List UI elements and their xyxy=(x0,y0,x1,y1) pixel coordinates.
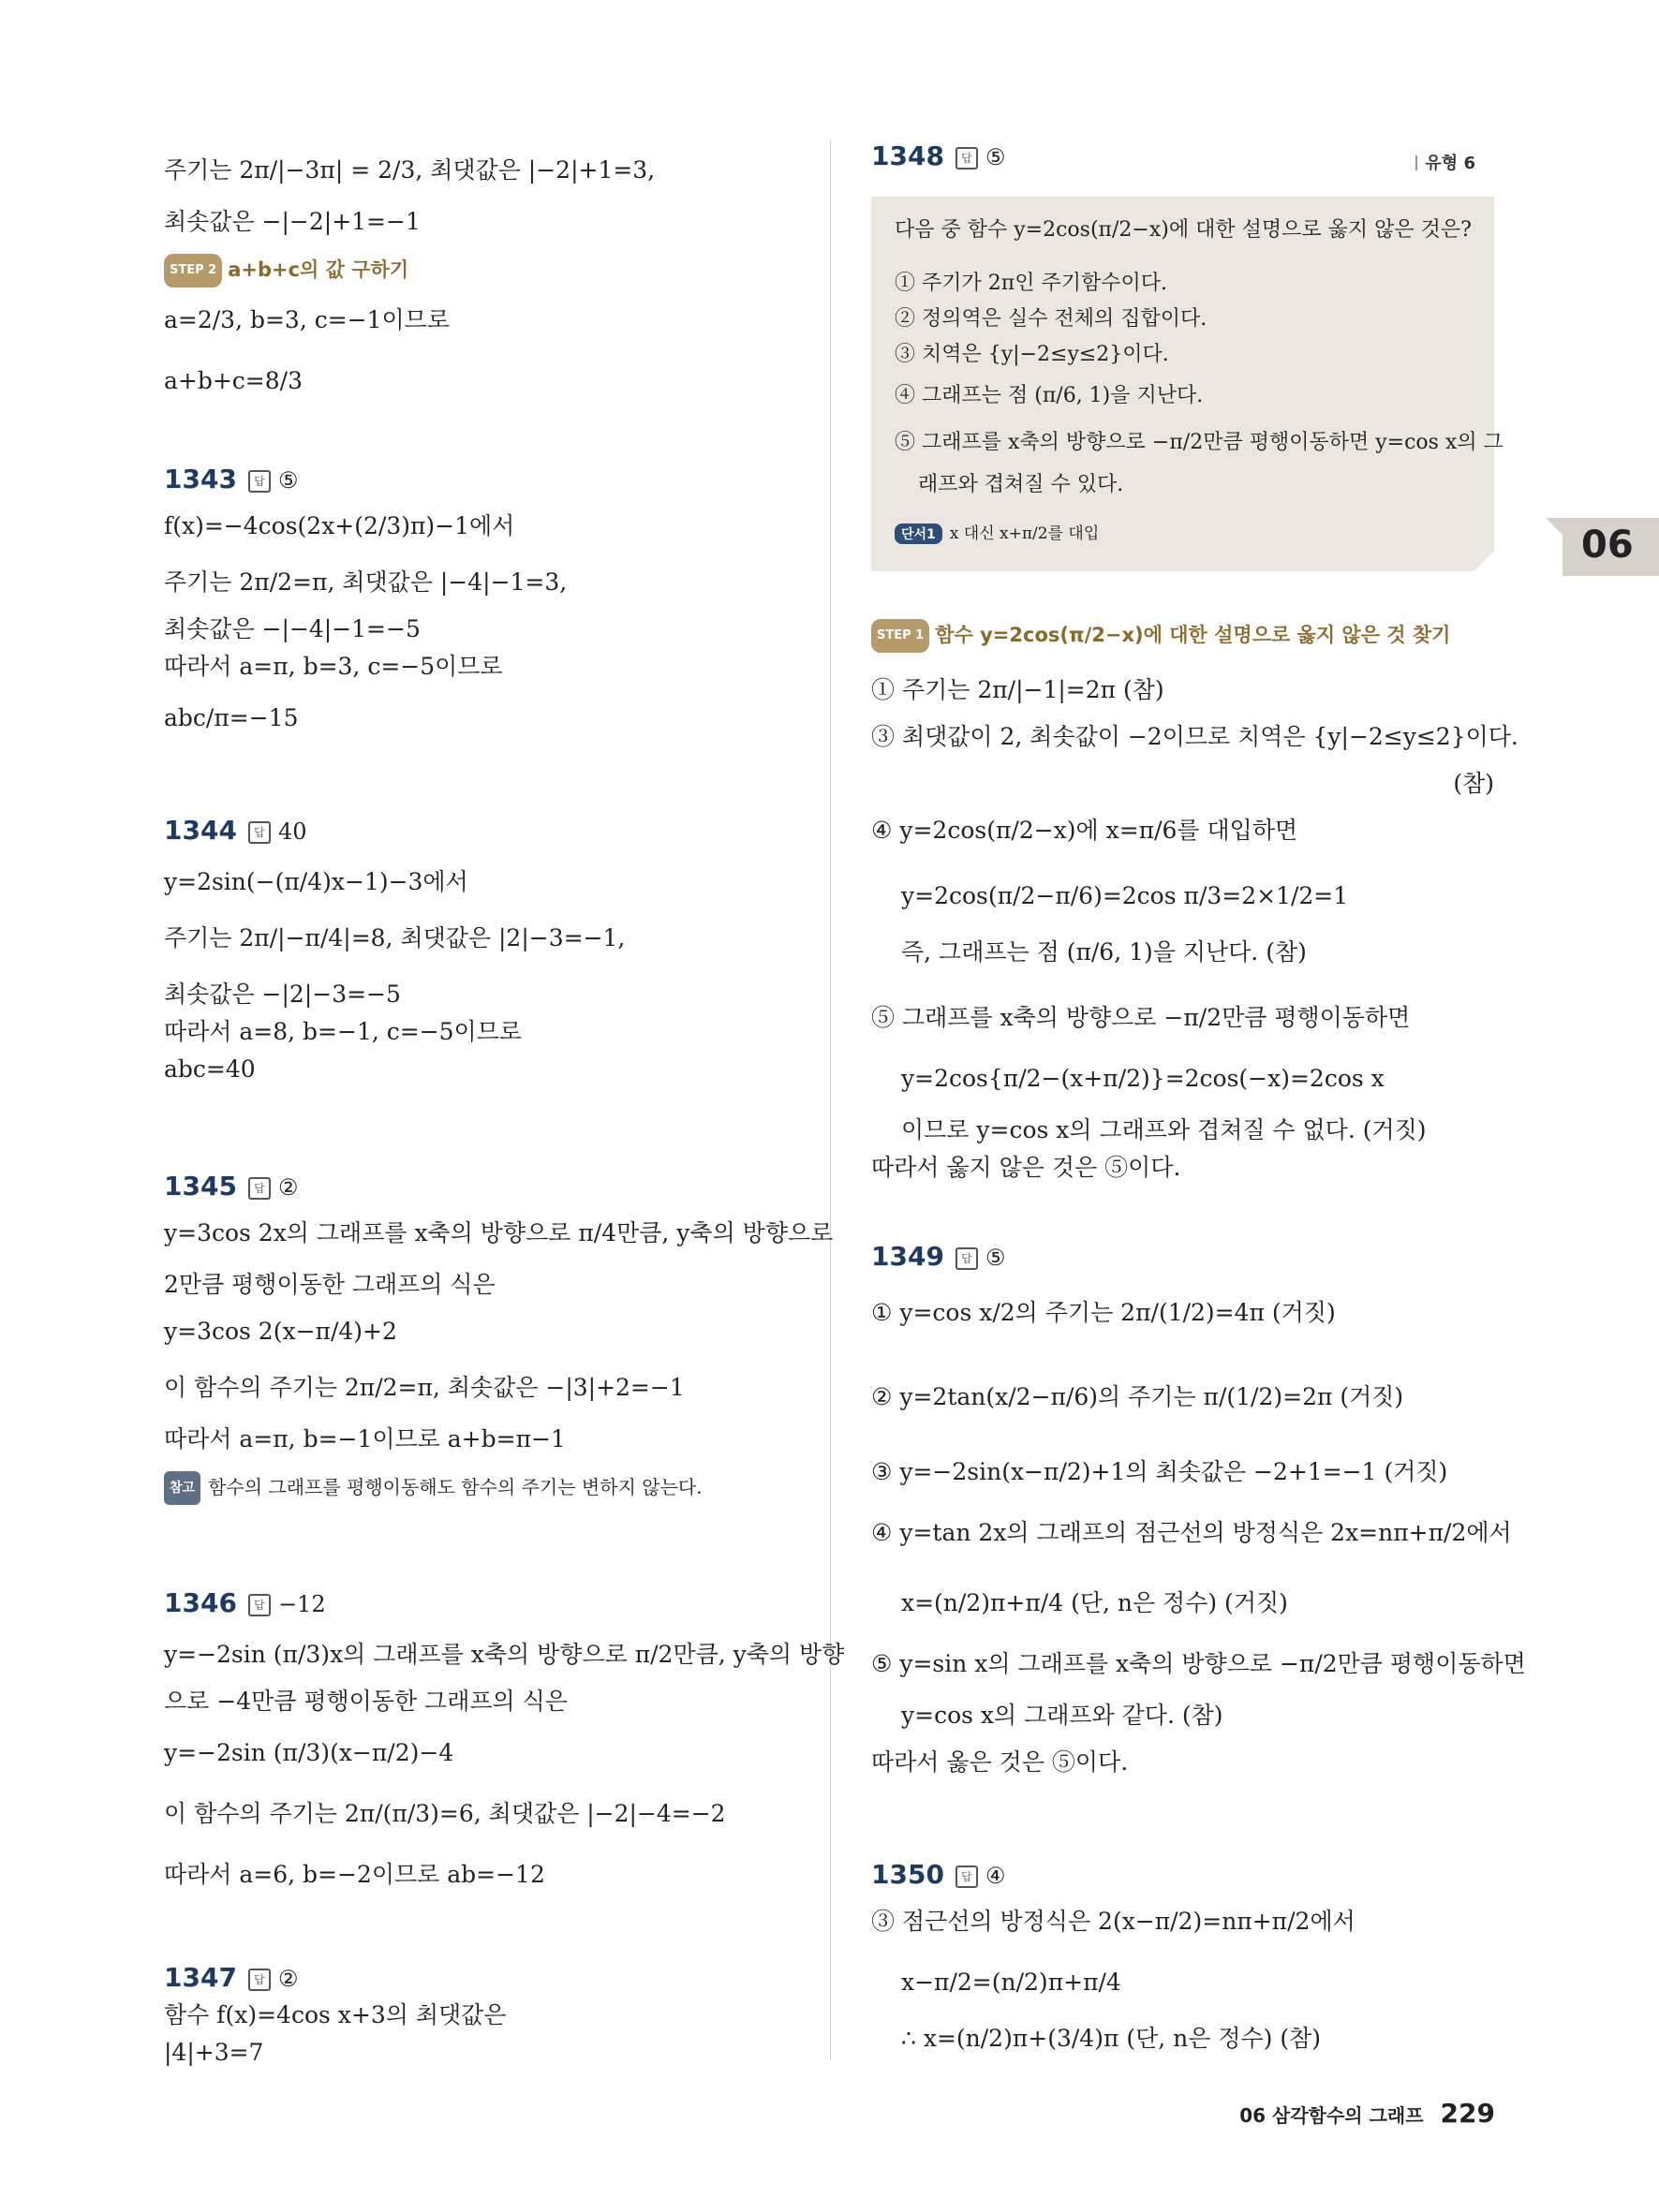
solution-line: a=2/3, b=3, c=−1이므로 xyxy=(164,306,450,333)
column-divider xyxy=(830,140,831,2060)
option-5: ⑤ 그래프를 x축의 방향으로 −π/2만큼 평행이동하면 y=cos x의 그 xyxy=(895,431,1503,454)
solution-line: x−π/2=(n/2)π+π/4 xyxy=(901,1969,1121,1996)
step-heading xyxy=(871,618,1450,653)
problem-header-1348 xyxy=(871,140,1005,173)
solution-line: ③ y=−2sin(x−π/2)+1의 최솟값은 −2+1=−1 (거짓) xyxy=(871,1458,1448,1485)
solution-line: ⑤ y=sin x의 그래프를 x축의 방향으로 −π/2만큼 평행이동하면 xyxy=(871,1650,1526,1677)
solution-line: ⑤ 그래프를 x축의 방향으로 −π/2만큼 평행이동하면 xyxy=(871,1004,1411,1031)
solution-line: 따라서 a=π, b=−1이므로 a+b=π−1 xyxy=(164,1425,566,1453)
page-footer xyxy=(1239,2098,1495,2129)
note-text: 함수의 그래프를 평행이동해도 함수의 주기는 변하지 않는다. xyxy=(208,1476,703,1498)
problem-number: 1344 xyxy=(164,815,237,846)
solution-line: ① 주기는 2π/|−1|=2π (참) xyxy=(871,676,1164,703)
option-3: ③ 치역은 {y|−2≤y≤2}이다. xyxy=(895,343,1169,366)
solution-line: y=3cos 2x의 그래프를 x축의 방향으로 π/4만큼, y축의 방향으로 xyxy=(164,1219,834,1246)
answer-badge: 답 xyxy=(955,1247,978,1270)
answer-badge: 답 xyxy=(248,1594,271,1616)
solution-line: ② y=2tan(x/2−π/6)의 주기는 π/(1/2)=2π (거짓) xyxy=(871,1383,1404,1410)
solution-line: x=(n/2)π+π/4 (단, n은 정수) (거짓) xyxy=(901,1589,1288,1616)
solution-line: ③ 점근선의 방정식은 2(x−π/2)=nπ+π/2에서 xyxy=(871,1908,1355,1935)
solution-line: y=2cos{π/2−(x+π/2)}=2cos(−x)=2cos x xyxy=(901,1065,1385,1092)
solution-line: 으로 −4만큼 평행이동한 그래프의 식은 xyxy=(164,1688,568,1715)
step-title: a+b+c의 값 구하기 xyxy=(228,258,409,281)
solution-line: 주기는 2π/|−π/4|=8, 최댓값은 |2|−3=−1, xyxy=(164,924,626,951)
solution-line: 따라서 a=π, b=3, c=−5이므로 xyxy=(164,653,503,680)
solution-line: 이므로 y=cos x의 그래프와 겹쳐질 수 없다. (거짓) xyxy=(901,1116,1427,1143)
solution-line: 최솟값은 −|−4|−1=−5 xyxy=(164,615,421,642)
problem-number: 1348 xyxy=(871,140,944,171)
question-box xyxy=(871,197,1503,571)
problem-number: 1345 xyxy=(164,1171,237,1202)
solution-line: f(x)=−4cos(2x+(2/3)π)−1에서 xyxy=(164,512,515,539)
solution-line: ∴ x=(n/2)π+(3/4)π (단, n은 정수) (참) xyxy=(901,2025,1321,2052)
step-badge: STEP 2 xyxy=(164,254,222,288)
answer-badge: 답 xyxy=(248,1177,271,1200)
chapter-tab xyxy=(1563,518,1659,576)
problem-number: 1343 xyxy=(164,464,237,494)
solution-line: y=3cos 2(x−π/4)+2 xyxy=(164,1318,397,1345)
option-4: ④ 그래프는 점 (π/6, 1)을 지난다. xyxy=(895,384,1204,407)
problem-number: 1347 xyxy=(164,1962,237,1993)
answer-value: −12 xyxy=(277,1591,326,1617)
problem-number: 1350 xyxy=(871,1859,944,1890)
answer-badge: 답 xyxy=(248,470,271,493)
solution-line: y=2cos(π/2−π/6)=2cos π/3=2×1/2=1 xyxy=(901,882,1349,909)
answer-value: ⑤ xyxy=(985,144,1006,170)
option-1: ① 주기가 2π인 주기함수이다. xyxy=(895,272,1167,295)
problem-header-1344 xyxy=(164,815,306,848)
solution-line: ④ y=2cos(π/2−x)에 x=π/6를 대입하면 xyxy=(871,817,1298,844)
problem-header-1350 xyxy=(871,1859,1005,1892)
option-2: ② 정의역은 실수 전체의 집합이다. xyxy=(895,307,1207,331)
answer-badge: 답 xyxy=(248,1969,271,1991)
step-heading xyxy=(164,253,408,288)
solution-line: 2만큼 평행이동한 그래프의 식은 xyxy=(164,1271,496,1298)
solution-line: 이 함수의 주기는 2π/2=π, 최솟값은 −|3|+2=−1 xyxy=(164,1374,685,1401)
hint-badge: 단서1 xyxy=(895,524,942,544)
problem-header-1346 xyxy=(164,1587,326,1620)
solution-line: a+b+c=8/3 xyxy=(164,367,303,394)
solution-line: 함수 f(x)=4cos x+3의 최댓값은 xyxy=(164,2001,507,2028)
step-badge: STEP 1 xyxy=(871,619,929,653)
solution-line: y=−2sin (π/3)(x−π/2)−4 xyxy=(164,1739,454,1766)
answer-value: ② xyxy=(277,1966,299,1992)
solution-line: ④ y=tan 2x의 그래프의 점근선의 방정식은 2x=nπ+π/2에서 xyxy=(871,1519,1512,1546)
solution-line: y=−2sin (π/3)x의 그래프를 x축의 방향으로 π/2만큼, y축의 방향 xyxy=(164,1641,845,1668)
hint-line xyxy=(895,520,1099,544)
solution-line: |4|+3=7 xyxy=(164,2039,264,2066)
option-5-continued: 래프와 겹쳐질 수 있다. xyxy=(918,473,1124,496)
problem-header-1343 xyxy=(164,464,298,496)
solution-line: ① y=cos x/2의 주기는 2π/(1/2)=4π (거짓) xyxy=(871,1299,1336,1326)
answer-badge: 답 xyxy=(955,147,978,170)
solution-line: 최솟값은 −|2|−3=−5 xyxy=(164,981,401,1008)
answer-badge: 답 xyxy=(248,821,271,844)
step-title: 함수 y=2cos(π/2−x)에 대한 설명으로 옳지 않은 것 찾기 xyxy=(935,624,1451,646)
page-number: 229 xyxy=(1440,2098,1495,2129)
problem-number: 1349 xyxy=(871,1241,944,1272)
hint-text: x 대신 x+π/2를 대입 xyxy=(949,524,1100,543)
solution-line: 주기는 2π/2=π, 최댓값은 |−4|−1=3, xyxy=(164,568,568,596)
problem-header-1349 xyxy=(871,1241,1005,1274)
solution-line: (참) xyxy=(1453,770,1494,797)
problem-header-1347 xyxy=(164,1962,298,1995)
solution-line: y=2sin(−(π/4)x−1)−3에서 xyxy=(164,868,468,895)
problem-header-1345 xyxy=(164,1171,298,1203)
chapter-number: 06 xyxy=(1581,524,1634,567)
problem-type-label: 유형 6 xyxy=(1415,150,1475,174)
answer-value: ② xyxy=(277,1174,299,1201)
answer-value: ④ xyxy=(985,1863,1006,1889)
solution-line: abc/π=−15 xyxy=(164,704,299,731)
answer-badge: 답 xyxy=(955,1865,978,1888)
answer-value: 40 xyxy=(277,818,307,845)
solution-line: 주기는 2π/|−3π| = 2/3, 최댓값은 |−2|+1=3, xyxy=(164,156,656,184)
footer-chapter-title: 06 삼각함수의 그래프 xyxy=(1239,2104,1424,2127)
solution-line: 즉, 그래프는 점 (π/6, 1)을 지난다. (참) xyxy=(901,938,1307,966)
solution-line: 최솟값은 −|−2|+1=−1 xyxy=(164,208,421,235)
solution-line: 따라서 옳지 않은 것은 ⑤이다. xyxy=(871,1154,1181,1181)
question-stem: 다음 중 함수 y=2cos(π/2−x)에 대한 설명으로 옳지 않은 것은? xyxy=(895,218,1472,242)
problem-number: 1346 xyxy=(164,1587,237,1618)
reference-note xyxy=(164,1470,703,1505)
solution-line: abc=40 xyxy=(164,1055,256,1083)
answer-value: ⑤ xyxy=(277,467,299,494)
note-badge: 참고 xyxy=(164,1471,200,1505)
solution-line: 이 함수의 주기는 2π/(π/3)=6, 최댓값은 |−2|−4=−2 xyxy=(164,1800,726,1827)
solution-line: 따라서 a=8, b=−1, c=−5이므로 xyxy=(164,1018,522,1045)
solution-line: 따라서 a=6, b=−2이므로 ab=−12 xyxy=(164,1861,545,1888)
solution-line: y=cos x의 그래프와 같다. (참) xyxy=(901,1702,1223,1729)
solution-line: ③ 최댓값이 2, 최솟값이 −2이므로 치역은 {y|−2≤y≤2}이다. xyxy=(871,723,1518,750)
solution-line: 따라서 옳은 것은 ⑤이다. xyxy=(871,1748,1129,1776)
answer-value: ⑤ xyxy=(985,1245,1006,1271)
